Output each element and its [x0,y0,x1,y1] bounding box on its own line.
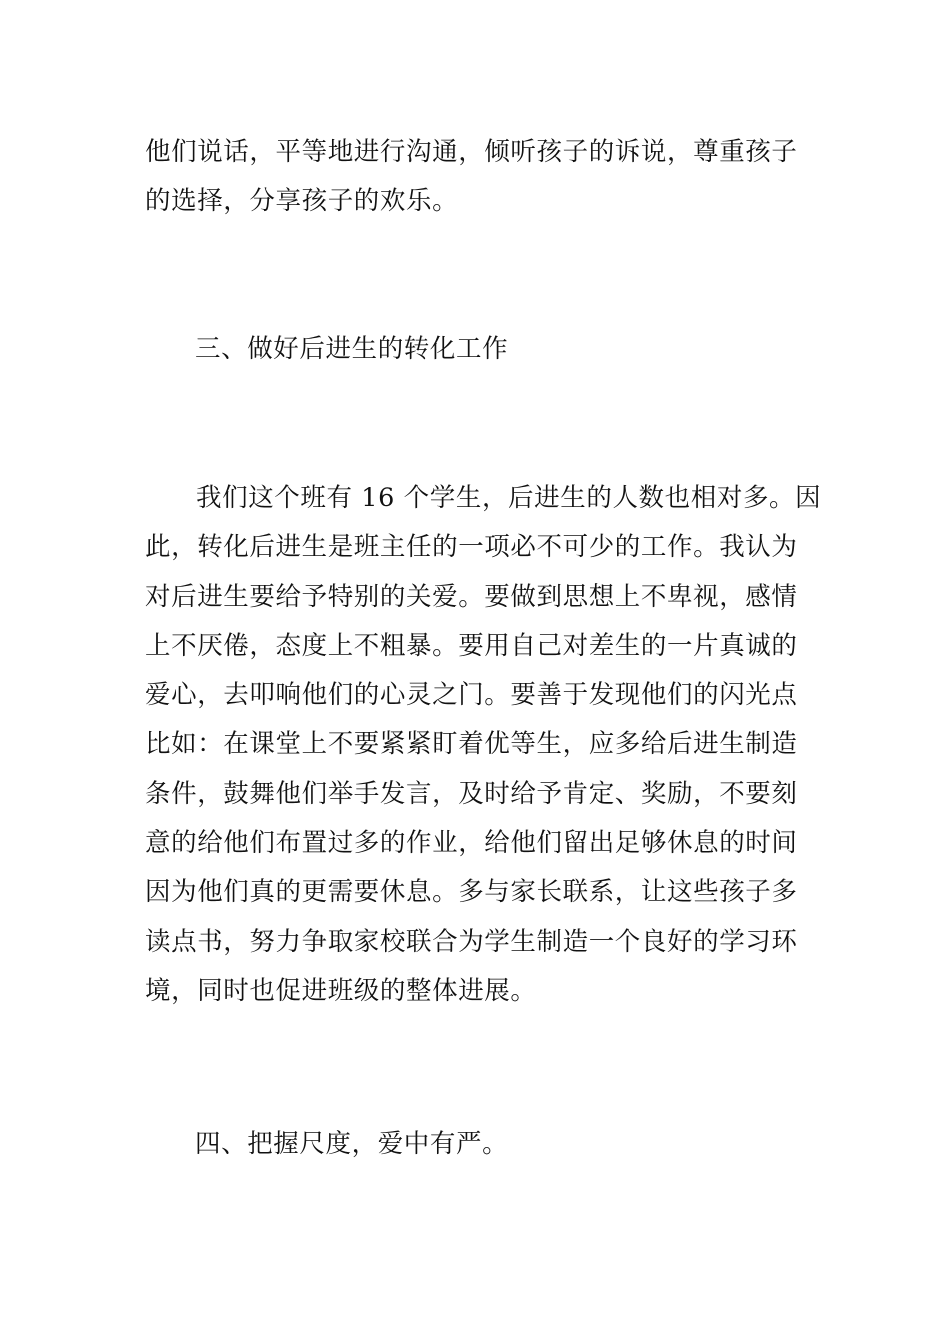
paragraph-line: 境，同时也促进班级的整体进展。 [145,975,537,1006]
paragraph-line: 意的给他们布置过多的作业，给他们留出足够休息的时间 [145,828,798,859]
paragraph-line: 爱心，去叩响他们的心灵之门。要善于发现他们的闪光点 [145,680,798,711]
section-heading-4 [195,1120,859,1169]
section-heading-text: 三、做好后进生的转化工作 [195,334,509,364]
section-heading-3 [195,325,859,374]
paragraph-continuation [145,128,809,227]
paragraph-line: 读点书，努力争取家校联合为学生制造一个良好的学习环 [145,926,798,957]
paragraph-line: 我们这个班有 16 个学生，后进生的人数也相对多。因 [196,483,822,513]
paragraph-line: 他们说话，平等地进行沟通，倾听孩子的诉说，尊重孩子 [145,137,798,167]
paragraph-line: 此，转化后进生是班主任的一项必不可少的工作。我认为 [145,532,798,563]
section-heading-text: 四、把握尺度，爱中有严。 [195,1129,509,1159]
paragraph-line: 比如：在课堂上不要紧紧盯着优等生，应多给后进生制造 [145,729,798,760]
paragraph-line: 对后进生要给予特别的关爱。要做到思想上不卑视，感情 [145,581,798,612]
paragraph-line: 上不厌倦，态度上不粗暴。要用自己对差生的一片真诚的 [145,630,798,661]
paragraph-line: 的选择，分享孩子的欢乐。 [145,186,459,217]
paragraph-underachievers [145,474,822,1016]
paragraph-line: 因为他们真的更需要休息。多与家长联系，让这些孩子多 [145,877,798,908]
paragraph-line: 条件，鼓舞他们举手发言，及时给予肯定、奖励，不要刻 [145,778,798,809]
